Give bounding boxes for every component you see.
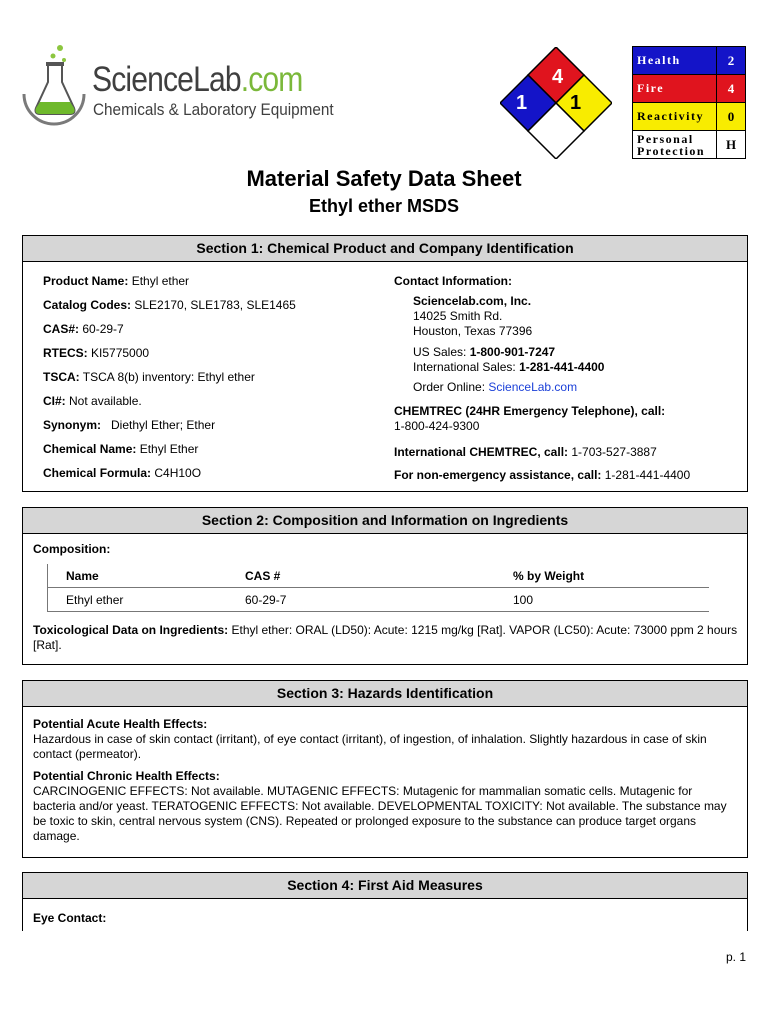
hmis-health-value: 2	[717, 47, 746, 75]
eye-contact-label: Eye Contact:	[33, 911, 107, 925]
section-4-heading: Section 4: First Aid Measures	[23, 873, 747, 899]
table-row	[48, 588, 710, 612]
chemtrec-label: CHEMTREC (24HR Emergency Telephone), call:	[394, 404, 666, 418]
hmis-health-row	[633, 47, 746, 75]
cell-cas: 60-29-7	[227, 588, 495, 612]
section-2	[22, 507, 748, 665]
chronic-effects-label: Potential Chronic Health Effects:	[33, 769, 220, 783]
hmis-reactivity-value: 0	[717, 103, 746, 131]
field-synonym: Synonym: Diethyl Ether; Ether	[43, 418, 216, 432]
logo-tagline: Chemicals & Laboratory Equipment	[93, 100, 334, 119]
hmis-protection-label: Personal Protection	[633, 131, 717, 159]
international-chemtrec: International CHEMTREC, call: 1-703-527-3887	[394, 445, 657, 459]
hmis-fire-value: 4	[717, 75, 746, 103]
column-cas: CAS #	[227, 564, 495, 588]
nfpa-health-value: 1	[516, 92, 528, 114]
address-line-1: 14025 Smith Rd.	[413, 309, 503, 323]
column-name: Name	[48, 564, 228, 588]
nfpa-reactivity-value: 1	[570, 92, 582, 114]
section-4	[22, 872, 748, 931]
field-ci: CI#: Not available.	[43, 394, 142, 408]
cell-name: Ethyl ether	[48, 588, 228, 612]
document-subtitle: Ethyl ether MSDS	[308, 196, 460, 216]
composition-header-row	[48, 564, 710, 588]
section-2-heading: Section 2: Composition and Information on Ingredients	[23, 508, 747, 534]
field-chemical-name: Chemical Name: Ethyl Ether	[43, 442, 199, 456]
field-catalog-codes: Catalog Codes: SLE2170, SLE1783, SLE1465	[43, 298, 296, 312]
nfpa-diamond	[500, 47, 612, 159]
composition-label: Composition:	[33, 542, 111, 556]
toxicological-data: Toxicological Data on Ingredients: Ethyl ether: ORAL (LD50): Acute: 1215 mg/kg [Rat]. VAPOR (LC50): Acute: 73000 ppm 2 hours [Rat].	[33, 623, 738, 652]
section-3	[22, 680, 748, 858]
hmis-fire-label: Fire	[633, 75, 717, 103]
section-1	[22, 235, 748, 492]
order-online: Order Online: ScienceLab.com	[413, 380, 578, 394]
company-name: Sciencelab.com, Inc.	[413, 294, 532, 308]
field-product-name: Product Name: Ethyl ether	[43, 274, 190, 288]
hmis-protection-row	[633, 131, 746, 159]
contact-information	[394, 274, 739, 482]
flask-icon	[20, 42, 90, 132]
hmis-protection-value: H	[717, 131, 746, 159]
international-sales: International Sales: 1-281-441-4400	[413, 360, 605, 374]
sciencelab-link[interactable]: ScienceLab.com	[488, 380, 578, 394]
column-weight: % by Weight	[495, 564, 709, 588]
field-rtecs: RTECS: KI5775000	[43, 346, 150, 360]
non-emergency-assistance: For non-emergency assistance, call: 1-281-441-4400	[394, 468, 691, 482]
field-tsca: TSCA: TSCA 8(b) inventory: Ethyl ether	[43, 370, 255, 384]
address-line-2: Houston, Texas 77396	[413, 324, 533, 338]
document-title: Material Safety Data Sheet	[246, 166, 522, 191]
cell-weight: 100	[495, 588, 709, 612]
sciencelab-logo	[20, 42, 334, 142]
composition-table	[47, 564, 709, 612]
hmis-rating-table	[632, 46, 746, 159]
product-identification	[43, 274, 383, 490]
contact-label: Contact Information:	[394, 274, 512, 288]
acute-effects-text: Hazardous in case of skin contact (irritant), of eye contact (irritant), of ingestion, of inhalation. Slightly hazardous in case of skin contact (permeator).	[33, 732, 707, 761]
hmis-reactivity-label: Reactivity	[633, 103, 717, 131]
hmis-fire-row	[633, 75, 746, 103]
field-chemical-formula: Chemical Formula: C4H10O	[43, 466, 202, 480]
chemtrec-number: 1-800-424-9300	[394, 419, 480, 433]
section-3-heading: Section 3: Hazards Identification	[23, 681, 747, 707]
logo-wordmark: ScienceLab.com	[92, 60, 303, 99]
acute-effects-label: Potential Acute Health Effects:	[33, 717, 208, 731]
chronic-effects-text: CARCINOGENIC EFFECTS: Not available. MUTAGENIC EFFECTS: Mutagenic for mammalian somatic cells. Mutagenic for bacteria and/or yeast. TERATOGENIC EFFECTS: Not available. DEVELOPMENTAL TOXICITY: Not available. The substance may be toxic to skin, central nervous system (CNS). Repeated or prolonged exposure to the substance can produce target organs damage.	[33, 784, 727, 843]
nfpa-fire-value: 4	[552, 66, 564, 88]
field-cas: CAS#: 60-29-7	[43, 322, 124, 336]
us-sales: US Sales: 1-800-901-7247	[413, 345, 556, 359]
hmis-reactivity-row	[633, 103, 746, 131]
page-number: p. 1	[725, 950, 746, 964]
section-1-heading: Section 1: Chemical Product and Company Identification	[23, 236, 747, 262]
hmis-health-label: Health	[633, 47, 717, 75]
